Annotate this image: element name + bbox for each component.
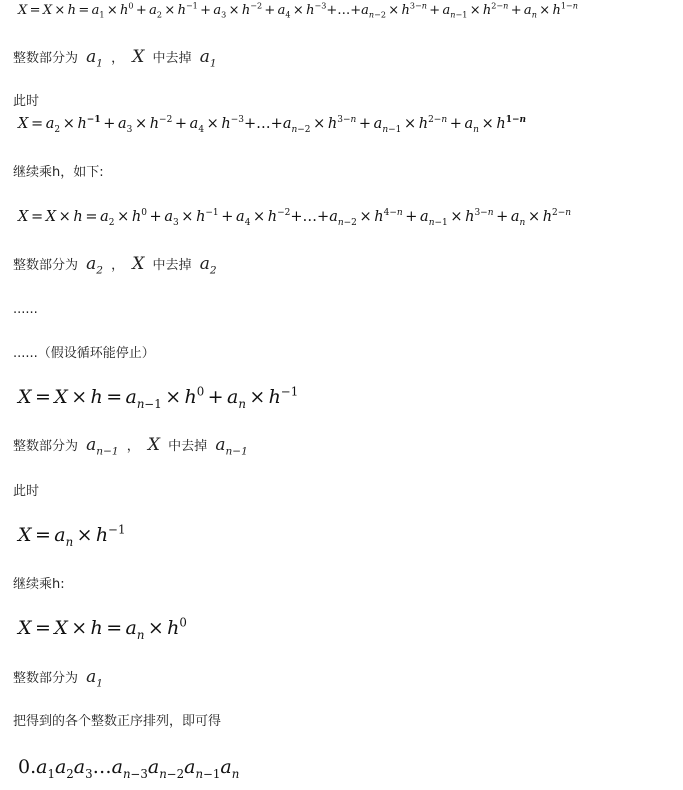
now-label-2: 此时 xyxy=(13,484,40,499)
math-x: X xyxy=(132,254,145,274)
integer-part-label: 整数部分为 xyxy=(13,258,79,273)
continue-label-1: 继续乘h，如下: xyxy=(13,165,104,180)
equation-1: $X = X \times h = a_1 \times h^0 + a_2 \times h^{-1} + a_3 \times h^{-2} + a_4$ × $h^{-3}+\dots+a_{n-2} \times h^{3-n} + a_{n-1} \times h^{2-n} + a_n \times h^{1-n}$ xyxy=(18,1,578,20)
math-a1: $a_1$ xyxy=(86,667,103,690)
remove-label: 中去掉 xyxy=(168,439,208,454)
equation-7: $0.a_1a_2a_3\dots a_{n-3}a_{n-2}a_{n-1}a_n$ xyxy=(18,756,240,781)
comma: ， xyxy=(111,51,125,66)
comma: ， xyxy=(111,258,125,273)
math-a-n-minus-1: $a_{n-1}$ xyxy=(215,435,248,458)
ellipsis-line: ...... xyxy=(13,302,38,317)
integer-part-label: 整数部分为 xyxy=(13,51,79,66)
integer-part-label: 整数部分为 xyxy=(13,439,79,454)
continue-label-2: 继续乘h: xyxy=(13,577,65,592)
math-x: X xyxy=(147,435,161,455)
equation-6: $X = X \times h = a_n \times h^0$ xyxy=(18,615,187,642)
math-a-n-minus-1: $a_{n-1}$ xyxy=(86,435,119,458)
integer-part-line-1 xyxy=(13,49,221,71)
math-a1: $a_1$ xyxy=(86,47,103,70)
math-x: X xyxy=(132,47,145,67)
equation-3: $X = X \times h = a_2 \times h^0 + a_3 \times h^{-1} + a_4$ × $h^{-2}+\dots+a_{n-2} \times h^{4-n} + a_{n-1} \times h^{3-n} + a_n \times h^{2-n}$ xyxy=(18,208,572,228)
math-a1: $a_1$ xyxy=(199,47,217,70)
integer-part-line-2 xyxy=(13,256,221,278)
math-a2: $a_2$ xyxy=(199,254,217,277)
comma: ， xyxy=(126,439,140,454)
concat-label: 把得到的各个整数正序排列，即可得 xyxy=(13,714,222,729)
remove-label: 中去掉 xyxy=(152,51,192,66)
equation-5: $X = a_n \times h^{-1}$ xyxy=(18,522,126,549)
equation-2: $X = a_2 \times h^{-1} + a_3 \times h^{-2} + a_4$ × $h^{-3}+\dots+a_{n-2} \times h^{3-n} + a_{n-1} \times h^{2-n} + a_n \times h^{1-n}$ xyxy=(18,115,527,135)
integer-part-line-3 xyxy=(13,437,252,459)
integer-part-line-4 xyxy=(13,669,107,691)
remove-label: 中去掉 xyxy=(152,258,192,273)
ellipsis-loop-line: ......（假设循环能停止） xyxy=(13,346,155,361)
equation-4: $X = X \times h = a_{n-1} \times h^0 + a_n \times h^{-1}$ xyxy=(18,384,299,411)
math-a2: $a_2$ xyxy=(86,254,103,277)
now-label-1: 此时 xyxy=(13,94,40,109)
integer-part-label: 整数部分为 xyxy=(13,671,79,686)
